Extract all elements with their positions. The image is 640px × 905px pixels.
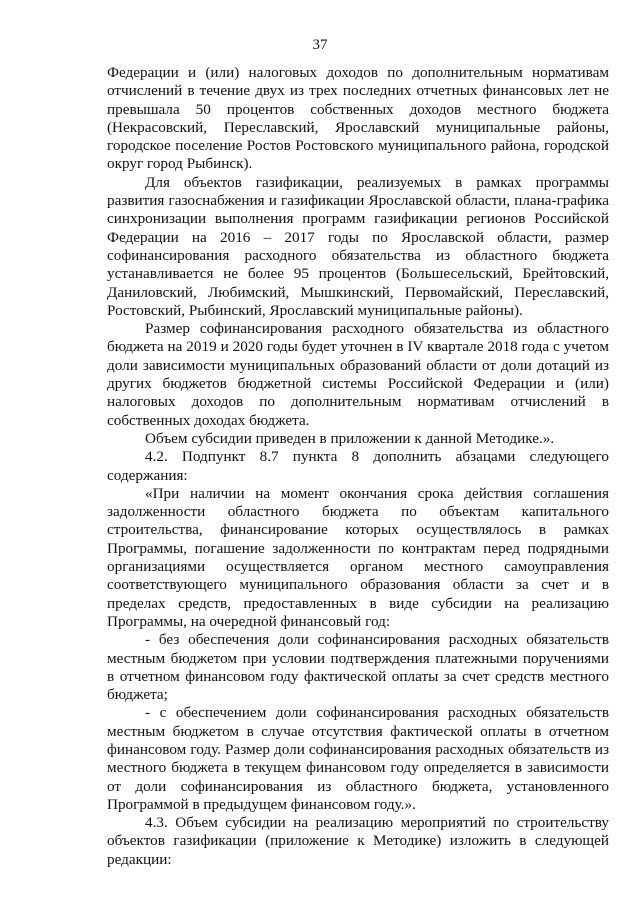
paragraph-debt-repayment: «При наличии на момент окончания срока действия соглашения задолженности областного бюджета по объектам капитального строительства, финансирование которых осуществлялось в рамках Программы, погашение задолженности по контрактам перед подрядными организациями осуществляется органом местного самоуправления соответствующего муниципального образования области за счет и в пределах средств, предоставленных в виде субсидии на реализацию Программы, на очередной финансовый год: bbox=[107, 484, 609, 630]
paragraph-gasification-objects: Для объектов газификации, реализуемых в рамках программы развития газоснабжения и газификации Ярославской области, плана-графика синхронизации выполнения программ газификации регионов Российской Федерации на 2016 – 2017 годы по Ярославской области, размер софинансирования расходного обязательства из областного бюджета устанавливается не более 95 процентов (Большесельский, Брейтовский, Даниловский, Любимский, Мышкинский, Первомайский, Переславский, Ростовский, Рыбинский, Ярославский муниципальные районы). bbox=[107, 173, 609, 319]
paragraph-subsidy-appendix: Объем субсидии приведен в приложении к данной Методике.». bbox=[145, 429, 555, 447]
paragraph-federation-revenue-criteria: Федерации и (или) налоговых доходов по дополнительным нормативам отчислений в течение двух из трех последних отчетных финансовых лет не превышала 50 процентов собственных доходов местного бюджета (Некрасовский, Переславский, Ярославский муниципальные районы, городское поселение Ростов Ростовского муниципального района, городской округ город Рыбинск). bbox=[107, 64, 609, 173]
paragraph-without-cofinancing: - без обеспечения доли софинансирования расходных обязательств местным бюджетом при условии подтверждения платежными поручениями в отчетном финансовом году фактической оплаты за счет средств местного бюджета; bbox=[107, 631, 609, 704]
paragraph-with-cofinancing: - с обеспечением доли софинансирования расходных обязательств местным бюджетом в случае отсутствия фактической оплаты в отчетном финансовом году. Размер доли софинансирования расходных обязательств из местного бюджета в текущем финансовом году определяется в зависимости от доли софинансирования из областного бюджета, установленного Программой в предыдущем финансовом году.». bbox=[107, 704, 609, 813]
document-body bbox=[107, 64, 609, 869]
paragraph-cofinancing-2019-2020: Размер софинансирования расходного обязательства из областного бюджета на 2019 и 2020 годы будет уточнен в IV квартале 2018 года с учетом доли зависимости муниципальных образований области от доли дотаций из других бюджетов бюджетной системы Российской Федерации и (или) налоговых доходов по дополнительным нормативам отчислений в собственных доходах бюджета. bbox=[107, 320, 609, 429]
page-number: 37 bbox=[312, 37, 328, 53]
paragraph-amendment-4-3: 4.3. Объем субсидии на реализацию мероприятий по строительству объектов газификации (приложение к Методике) изложить в следующей редакции: bbox=[107, 814, 609, 868]
paragraph-amendment-4-2: 4.2. Подпункт 8.7 пункта 8 дополнить абзацами следующего содержания: bbox=[107, 448, 609, 484]
